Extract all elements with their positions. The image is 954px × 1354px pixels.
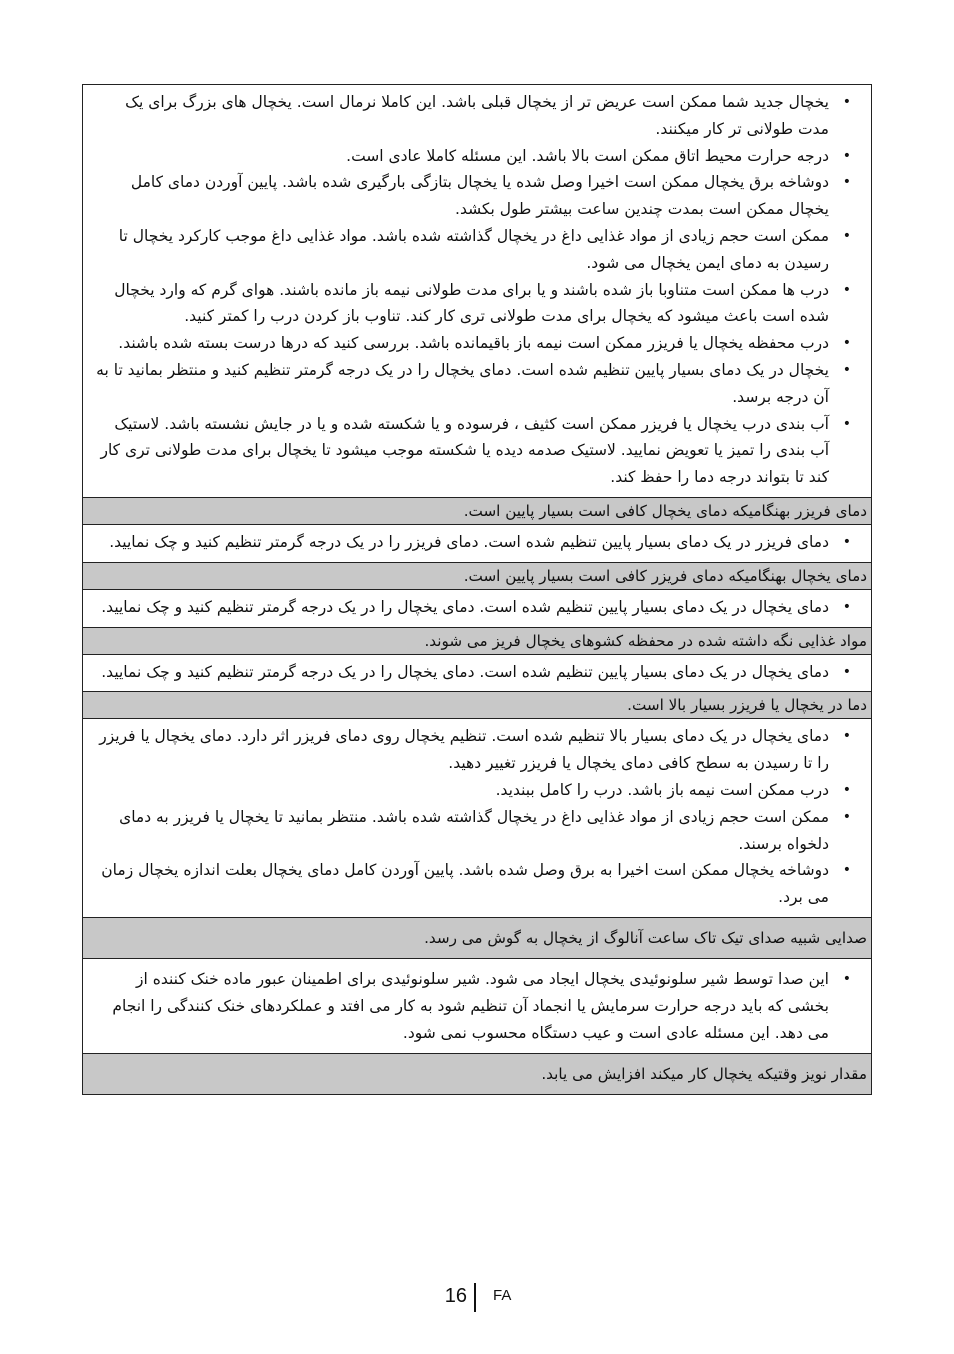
page-number: 16 [444,1285,467,1307]
list-item: • درب ممکن است نیمه باز باشد. درب را کامل ببندید. [91,777,859,804]
list-item: • دوشاخه برق یخچال ممکن است اخیرا وصل شده یا یخچال بتازگی بارگیری شده باشد. پایین آوردن دمای کامل یخچال ممکن است بمدت چندین ساعت بیشتر طول بکشد. [91,169,859,223]
bullet-list [91,89,859,491]
language-code: FA [493,1287,512,1304]
list-item: • ممکن است حجم زیادی از مواد غذایی داغ در یخچال گذاشته شده باشد. مواد غذایی داغ موجب کارکرد یخچال تا رسیدن به دمای ایمن یخچال می شود. [91,223,859,277]
section-heading: دمای یخچال بهنگامیکه دمای فریزر کافی است بسیار پایین است. [83,563,871,590]
list-item: • این صدا توسط شیر سلونوئیدی یخچال ایجاد می شود. شیر سلونوئیدی برای اطمینان عبور ماده خنک کننده از بخشی که باید درجه حرارت سرمایش یا انجماد آن تنظیم شود به کار می افتد و عملکردهای خنک کنندگی را انجام می دهد. این مسئله عادی است و عیب دستگاه محسوب نمی شود. [91,966,859,1046]
causes-block [83,85,871,498]
bullet-list [91,529,859,556]
list-item: • دمای فریزر در یک دمای بسیار پایین تنظیم شده است. دمای فریزر را در یک درجه گرمتر تنظیم کنید و چک نمایید. [91,529,859,556]
section-heading: دمای فریزر بهنگامیکه دمای یخچال کافی است بسیار پایین است. [83,498,871,525]
bullet-list [91,659,859,686]
footer-divider [474,1283,476,1312]
section-body [83,719,871,918]
troubleshooting-table [82,84,872,1095]
section-heading: دما در یخچال یا فریزر بسیار بالا است. [83,692,871,719]
bullet-list [91,966,859,1046]
bullet-list [91,723,859,911]
list-item: • درجه حرارت محیط اتاق ممکن است بالا باشد. این مسئله کاملا عادی است. [91,143,859,170]
bullet-list [91,594,859,621]
list-item: • دمای یخچال در یک دمای بسیار پایین تنظیم شده است. دمای یخچال را در یک درجه گرمتر تنظیم کنید و چک نمایید. [91,659,859,686]
page-footer [0,1283,954,1313]
section-body [83,590,871,628]
section-body [83,525,871,563]
list-item: • یخچال در یک دمای بسیار پایین تنظیم شده است. دمای یخچال را در یک درجه گرمتر تنظیم کنید و منتظر بمانید تا به آن درجه برسد. [91,357,859,411]
section-heading: مقدار نویز وقتیکه یخچال کار میکند افزایش می یابد. [83,1054,871,1094]
section-heading: صدایی شبیه صدای تیک تاک ساعت آنالوگ از یخچال به گوش می رسد. [83,918,871,959]
list-item: • درب محفظه یخچال یا فریزر ممکن است نیمه باز باقیمانده باشد. بررسی کنید که درها درست بسته شده باشند. [91,330,859,357]
section-body [83,655,871,693]
list-item: • دمای یخچال در یک دمای بسیار پایین تنظیم شده است. دمای یخچال را در یک درجه گرمتر تنظیم کنید و چک نمایید. [91,594,859,621]
list-item: • ممکن است حجم زیادی از مواد غذایی داغ در یخچال گذاشته شده باشد. منتظر بمانید تا یخچال یا فریزر به دمای دلخواه برسند. [91,804,859,858]
list-item: • یخچال جدید شما ممکن است عریض تر از یخچال قبلی باشد. این کاملا نرمال است. یخچال های بزرگ برای یک مدت طولانی تر کار میکنند. [91,89,859,143]
section-body [83,959,871,1054]
list-item: • آب بندی درب یخچال یا فریزر ممکن است کثیف ، فرسوده و یا شکسته شده و یا در جایش نشسته باشد. لاستیک آب بندی را تمیز یا تعویض نمایید. لاستیک صدمه دیده یا شکسته موجب میشود تا یخچال برای مدت طولانی تری کار کند تا بتواند درجه دما را حفظ کند. [91,411,859,491]
list-item: • دوشاخه یخچال ممکن است اخیرا به برق وصل شده باشد. پایین آوردن کامل دمای یخچال بعلت اندازه یخچال زمان می برد. [91,857,859,911]
list-item: • درب ها ممکن است متناوبا باز شده باشند و یا برای مدت طولانی نیمه باز مانده باشند. هوای گرم که وارد یخچال شده است باعث میشود که یخچال برای مدت طولانی تری کار کند. تناوب باز کردن درب را کمتر کنید. [91,277,859,331]
list-item: • دمای یخچال در یک دمای بسیار بالا تنظیم شده است. تنظیم یخچال روی دمای فریزر اثر دارد. دمای یخچال یا فریزر را تا رسیدن به سطح کافی دمای یخچال یا فریزر تغییر دهید. [91,723,859,777]
section-heading: مواد غذایی نگه داشته شده در محفظه کشوهای یخچال فریز می شوند. [83,628,871,655]
